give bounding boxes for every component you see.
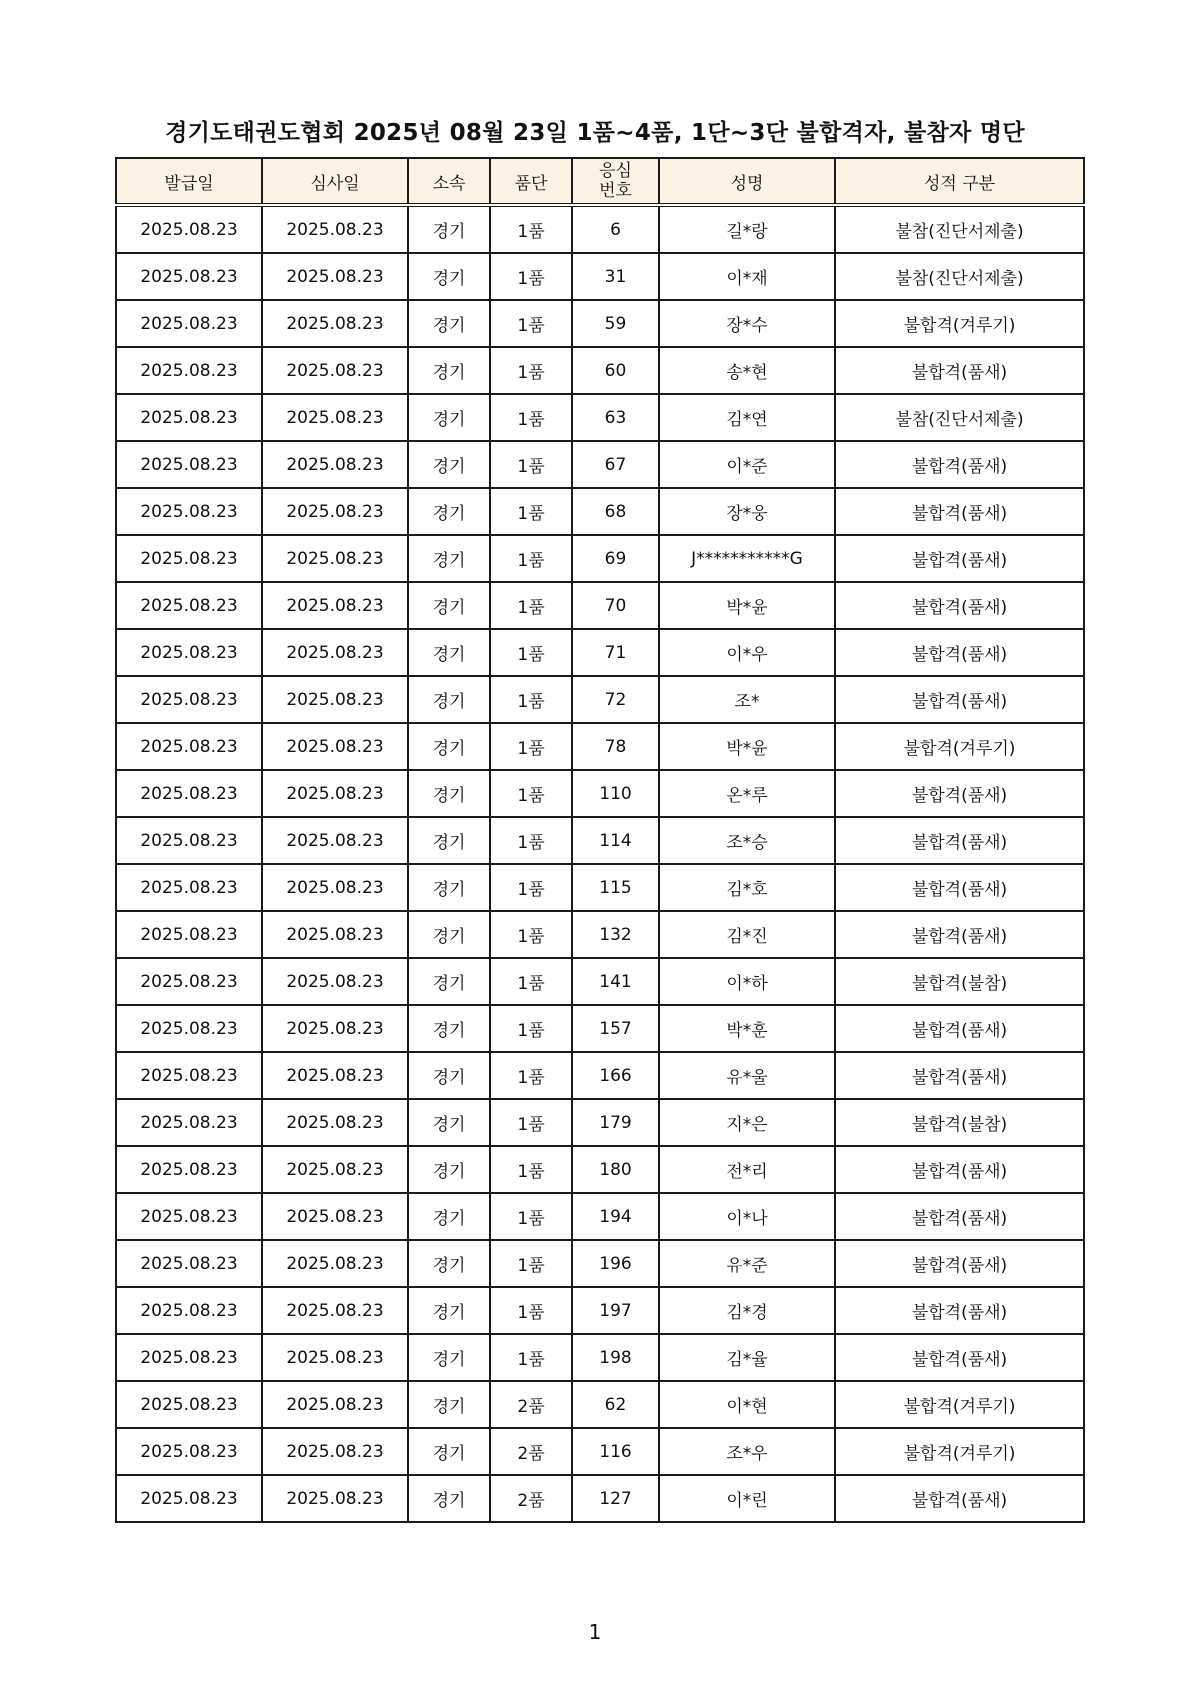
cell-exam-date: 2025.08.23 xyxy=(262,205,408,253)
cell-exam-number: 179 xyxy=(572,1099,659,1146)
cell-rank: 1품 xyxy=(490,723,572,770)
cell-result: 불합격(품새) xyxy=(835,488,1084,535)
table-row xyxy=(116,300,1084,347)
cell-result: 불합격(불참) xyxy=(835,1099,1084,1146)
cell-result: 불합격(품새) xyxy=(835,1146,1084,1193)
cell-result: 불합격(품새) xyxy=(835,629,1084,676)
table-row xyxy=(116,1428,1084,1475)
table-row xyxy=(116,1146,1084,1193)
cell-exam-number: 115 xyxy=(572,864,659,911)
cell-issue-date: 2025.08.23 xyxy=(116,535,262,582)
cell-rank: 1품 xyxy=(490,629,572,676)
cell-name: 지*은 xyxy=(659,1099,835,1146)
table-row xyxy=(116,1334,1084,1381)
results-table xyxy=(115,157,1085,1523)
table-header-row xyxy=(116,158,1084,205)
cell-name: 김*연 xyxy=(659,394,835,441)
cell-name: 이*하 xyxy=(659,958,835,1005)
cell-exam-date: 2025.08.23 xyxy=(262,817,408,864)
cell-affiliation: 경기 xyxy=(408,582,490,629)
cell-result: 불합격(불참) xyxy=(835,958,1084,1005)
cell-exam-date: 2025.08.23 xyxy=(262,1475,408,1522)
cell-issue-date: 2025.08.23 xyxy=(116,770,262,817)
cell-result: 불합격(겨루기) xyxy=(835,300,1084,347)
cell-rank: 1품 xyxy=(490,1099,572,1146)
cell-rank: 1품 xyxy=(490,958,572,1005)
cell-result: 불합격(겨루기) xyxy=(835,1381,1084,1428)
cell-affiliation: 경기 xyxy=(408,205,490,253)
cell-rank: 2품 xyxy=(490,1381,572,1428)
cell-result: 불합격(품새) xyxy=(835,817,1084,864)
cell-exam-date: 2025.08.23 xyxy=(262,1193,408,1240)
cell-issue-date: 2025.08.23 xyxy=(116,1005,262,1052)
cell-exam-date: 2025.08.23 xyxy=(262,535,408,582)
cell-issue-date: 2025.08.23 xyxy=(116,394,262,441)
cell-exam-number: 69 xyxy=(572,535,659,582)
cell-issue-date: 2025.08.23 xyxy=(116,1099,262,1146)
cell-result: 불합격(품새) xyxy=(835,1240,1084,1287)
cell-exam-date: 2025.08.23 xyxy=(262,864,408,911)
cell-exam-number: 59 xyxy=(572,300,659,347)
table-row xyxy=(116,253,1084,300)
table-row xyxy=(116,535,1084,582)
cell-exam-date: 2025.08.23 xyxy=(262,629,408,676)
cell-affiliation: 경기 xyxy=(408,1005,490,1052)
cell-name: 김*율 xyxy=(659,1334,835,1381)
cell-exam-date: 2025.08.23 xyxy=(262,1052,408,1099)
cell-exam-number: 180 xyxy=(572,1146,659,1193)
cell-exam-date: 2025.08.23 xyxy=(262,394,408,441)
cell-exam-date: 2025.08.23 xyxy=(262,676,408,723)
cell-rank: 1품 xyxy=(490,911,572,958)
cell-name: 이*린 xyxy=(659,1475,835,1522)
cell-exam-number: 78 xyxy=(572,723,659,770)
cell-issue-date: 2025.08.23 xyxy=(116,676,262,723)
cell-exam-number: 197 xyxy=(572,1287,659,1334)
cell-rank: 1품 xyxy=(490,676,572,723)
cell-exam-date: 2025.08.23 xyxy=(262,582,408,629)
cell-affiliation: 경기 xyxy=(408,1287,490,1334)
table-row xyxy=(116,723,1084,770)
cell-exam-date: 2025.08.23 xyxy=(262,723,408,770)
cell-exam-date: 2025.08.23 xyxy=(262,911,408,958)
cell-exam-number: 60 xyxy=(572,347,659,394)
cell-affiliation: 경기 xyxy=(408,347,490,394)
cell-name: 이*준 xyxy=(659,441,835,488)
cell-issue-date: 2025.08.23 xyxy=(116,864,262,911)
cell-exam-date: 2025.08.23 xyxy=(262,1334,408,1381)
column-header-rank: 품단 xyxy=(490,158,572,205)
cell-name: 이*우 xyxy=(659,629,835,676)
cell-affiliation: 경기 xyxy=(408,535,490,582)
cell-result: 불합격(겨루기) xyxy=(835,1428,1084,1475)
cell-affiliation: 경기 xyxy=(408,1146,490,1193)
cell-rank: 1품 xyxy=(490,864,572,911)
cell-issue-date: 2025.08.23 xyxy=(116,723,262,770)
cell-exam-date: 2025.08.23 xyxy=(262,488,408,535)
document-title: 경기도태권도협회 2025년 08월 23일 1품~4품, 1단~3단 불합격자, 불참자 명단 xyxy=(165,120,1025,146)
cell-exam-number: 72 xyxy=(572,676,659,723)
cell-rank: 1품 xyxy=(490,1193,572,1240)
cell-name: 이*재 xyxy=(659,253,835,300)
cell-exam-number: 194 xyxy=(572,1193,659,1240)
table-row xyxy=(116,347,1084,394)
cell-result: 불합격(품새) xyxy=(835,441,1084,488)
cell-result: 불합격(품새) xyxy=(835,1287,1084,1334)
cell-exam-date: 2025.08.23 xyxy=(262,300,408,347)
cell-name: 유*준 xyxy=(659,1240,835,1287)
cell-exam-number: 157 xyxy=(572,1005,659,1052)
table-row xyxy=(116,1193,1084,1240)
cell-issue-date: 2025.08.23 xyxy=(116,441,262,488)
cell-result: 불합격(품새) xyxy=(835,770,1084,817)
cell-rank: 1품 xyxy=(490,770,572,817)
cell-rank: 2품 xyxy=(490,1428,572,1475)
cell-result: 불참(진단서제출) xyxy=(835,394,1084,441)
cell-rank: 1품 xyxy=(490,1146,572,1193)
cell-result: 불합격(품새) xyxy=(835,864,1084,911)
cell-exam-date: 2025.08.23 xyxy=(262,1240,408,1287)
cell-exam-date: 2025.08.23 xyxy=(262,441,408,488)
cell-affiliation: 경기 xyxy=(408,1193,490,1240)
table-row xyxy=(116,205,1084,253)
cell-affiliation: 경기 xyxy=(408,1475,490,1522)
cell-issue-date: 2025.08.23 xyxy=(116,1146,262,1193)
cell-name: 길*랑 xyxy=(659,205,835,253)
cell-affiliation: 경기 xyxy=(408,300,490,347)
cell-rank: 1품 xyxy=(490,300,572,347)
cell-rank: 1품 xyxy=(490,1334,572,1381)
cell-exam-number: 116 xyxy=(572,1428,659,1475)
column-header-name: 성명 xyxy=(659,158,835,205)
cell-name: 유*울 xyxy=(659,1052,835,1099)
cell-affiliation: 경기 xyxy=(408,676,490,723)
cell-rank: 1품 xyxy=(490,582,572,629)
cell-name: 김*진 xyxy=(659,911,835,958)
cell-result: 불합격(겨루기) xyxy=(835,723,1084,770)
cell-name: J***********G xyxy=(659,535,835,582)
cell-name: 온*루 xyxy=(659,770,835,817)
cell-name: 전*리 xyxy=(659,1146,835,1193)
page-number: 1 xyxy=(588,1620,602,1644)
cell-issue-date: 2025.08.23 xyxy=(116,958,262,1005)
cell-issue-date: 2025.08.23 xyxy=(116,1052,262,1099)
cell-rank: 1품 xyxy=(490,1005,572,1052)
column-header-issue-date: 발급일 xyxy=(116,158,262,205)
cell-affiliation: 경기 xyxy=(408,817,490,864)
cell-affiliation: 경기 xyxy=(408,441,490,488)
cell-exam-number: 63 xyxy=(572,394,659,441)
cell-affiliation: 경기 xyxy=(408,864,490,911)
cell-issue-date: 2025.08.23 xyxy=(116,1240,262,1287)
cell-affiliation: 경기 xyxy=(408,1428,490,1475)
cell-rank: 1품 xyxy=(490,253,572,300)
cell-exam-number: 6 xyxy=(572,205,659,253)
cell-name: 송*현 xyxy=(659,347,835,394)
cell-exam-number: 127 xyxy=(572,1475,659,1522)
table-row xyxy=(116,488,1084,535)
cell-exam-date: 2025.08.23 xyxy=(262,1287,408,1334)
cell-result: 불합격(품새) xyxy=(835,535,1084,582)
cell-name: 김*경 xyxy=(659,1287,835,1334)
cell-exam-date: 2025.08.23 xyxy=(262,770,408,817)
cell-name: 이*현 xyxy=(659,1381,835,1428)
cell-rank: 1품 xyxy=(490,441,572,488)
table-row xyxy=(116,864,1084,911)
cell-rank: 1품 xyxy=(490,347,572,394)
cell-name: 조*우 xyxy=(659,1428,835,1475)
cell-exam-date: 2025.08.23 xyxy=(262,1428,408,1475)
cell-affiliation: 경기 xyxy=(408,1381,490,1428)
cell-issue-date: 2025.08.23 xyxy=(116,205,262,253)
cell-rank: 1품 xyxy=(490,488,572,535)
cell-exam-date: 2025.08.23 xyxy=(262,1005,408,1052)
column-header-affiliation: 소속 xyxy=(408,158,490,205)
cell-result: 불합격(품새) xyxy=(835,1193,1084,1240)
cell-name: 박*윤 xyxy=(659,723,835,770)
table-row xyxy=(116,1287,1084,1334)
cell-rank: 1품 xyxy=(490,205,572,253)
cell-result: 불합격(품새) xyxy=(835,1334,1084,1381)
cell-rank: 1품 xyxy=(490,1240,572,1287)
cell-issue-date: 2025.08.23 xyxy=(116,1287,262,1334)
cell-name: 조*승 xyxy=(659,817,835,864)
table-row xyxy=(116,1005,1084,1052)
cell-issue-date: 2025.08.23 xyxy=(116,582,262,629)
table-row xyxy=(116,441,1084,488)
cell-affiliation: 경기 xyxy=(408,1099,490,1146)
cell-issue-date: 2025.08.23 xyxy=(116,1428,262,1475)
cell-exam-number: 71 xyxy=(572,629,659,676)
cell-result: 불합격(품새) xyxy=(835,676,1084,723)
cell-result: 불합격(품새) xyxy=(835,1052,1084,1099)
table-row xyxy=(116,1099,1084,1146)
cell-affiliation: 경기 xyxy=(408,770,490,817)
cell-rank: 1품 xyxy=(490,1287,572,1334)
cell-rank: 1품 xyxy=(490,394,572,441)
cell-issue-date: 2025.08.23 xyxy=(116,1334,262,1381)
cell-name: 박*윤 xyxy=(659,582,835,629)
table-row xyxy=(116,770,1084,817)
cell-issue-date: 2025.08.23 xyxy=(116,1475,262,1522)
cell-exam-number: 198 xyxy=(572,1334,659,1381)
table-row xyxy=(116,394,1084,441)
cell-issue-date: 2025.08.23 xyxy=(116,488,262,535)
cell-issue-date: 2025.08.23 xyxy=(116,629,262,676)
cell-result: 불합격(품새) xyxy=(835,347,1084,394)
cell-exam-number: 166 xyxy=(572,1052,659,1099)
cell-exam-number: 70 xyxy=(572,582,659,629)
cell-result: 불합격(품새) xyxy=(835,911,1084,958)
cell-affiliation: 경기 xyxy=(408,911,490,958)
column-header-result: 성적 구분 xyxy=(835,158,1084,205)
cell-exam-number: 196 xyxy=(572,1240,659,1287)
table-body xyxy=(116,205,1084,1522)
cell-exam-date: 2025.08.23 xyxy=(262,1381,408,1428)
cell-name: 조* xyxy=(659,676,835,723)
cell-issue-date: 2025.08.23 xyxy=(116,1381,262,1428)
cell-affiliation: 경기 xyxy=(408,958,490,1005)
cell-name: 박*훈 xyxy=(659,1005,835,1052)
cell-affiliation: 경기 xyxy=(408,1052,490,1099)
cell-issue-date: 2025.08.23 xyxy=(116,300,262,347)
table-row xyxy=(116,1240,1084,1287)
cell-exam-date: 2025.08.23 xyxy=(262,958,408,1005)
cell-exam-date: 2025.08.23 xyxy=(262,253,408,300)
cell-affiliation: 경기 xyxy=(408,723,490,770)
cell-result: 불합격(품새) xyxy=(835,1005,1084,1052)
cell-affiliation: 경기 xyxy=(408,488,490,535)
cell-issue-date: 2025.08.23 xyxy=(116,911,262,958)
cell-rank: 1품 xyxy=(490,817,572,864)
cell-name: 장*웅 xyxy=(659,488,835,535)
cell-exam-number: 110 xyxy=(572,770,659,817)
table-row xyxy=(116,1475,1084,1522)
cell-exam-number: 67 xyxy=(572,441,659,488)
column-header-exam-date: 심사일 xyxy=(262,158,408,205)
cell-exam-number: 62 xyxy=(572,1381,659,1428)
cell-affiliation: 경기 xyxy=(408,1334,490,1381)
cell-exam-number: 68 xyxy=(572,488,659,535)
cell-exam-number: 31 xyxy=(572,253,659,300)
cell-exam-date: 2025.08.23 xyxy=(262,347,408,394)
cell-exam-date: 2025.08.23 xyxy=(262,1099,408,1146)
cell-exam-number: 114 xyxy=(572,817,659,864)
cell-exam-number: 141 xyxy=(572,958,659,1005)
cell-issue-date: 2025.08.23 xyxy=(116,817,262,864)
cell-issue-date: 2025.08.23 xyxy=(116,1193,262,1240)
cell-exam-date: 2025.08.23 xyxy=(262,1146,408,1193)
table-row xyxy=(116,582,1084,629)
cell-issue-date: 2025.08.23 xyxy=(116,347,262,394)
cell-issue-date: 2025.08.23 xyxy=(116,253,262,300)
cell-result: 불참(진단서제출) xyxy=(835,253,1084,300)
cell-affiliation: 경기 xyxy=(408,629,490,676)
cell-name: 장*수 xyxy=(659,300,835,347)
cell-affiliation: 경기 xyxy=(408,253,490,300)
table-row xyxy=(116,1052,1084,1099)
cell-result: 불합격(품새) xyxy=(835,582,1084,629)
cell-name: 김*호 xyxy=(659,864,835,911)
table-row xyxy=(116,676,1084,723)
cell-affiliation: 경기 xyxy=(408,394,490,441)
cell-rank: 2품 xyxy=(490,1475,572,1522)
table-row xyxy=(116,958,1084,1005)
column-header-exam-number: 응심 번호 xyxy=(572,158,659,205)
table-row xyxy=(116,1381,1084,1428)
cell-rank: 1품 xyxy=(490,535,572,582)
cell-exam-number: 132 xyxy=(572,911,659,958)
table-row xyxy=(116,629,1084,676)
table-row xyxy=(116,911,1084,958)
cell-result: 불합격(품새) xyxy=(835,1475,1084,1522)
table-row xyxy=(116,817,1084,864)
cell-affiliation: 경기 xyxy=(408,1240,490,1287)
cell-result: 불참(진단서제출) xyxy=(835,205,1084,253)
cell-name: 이*나 xyxy=(659,1193,835,1240)
cell-rank: 1품 xyxy=(490,1052,572,1099)
